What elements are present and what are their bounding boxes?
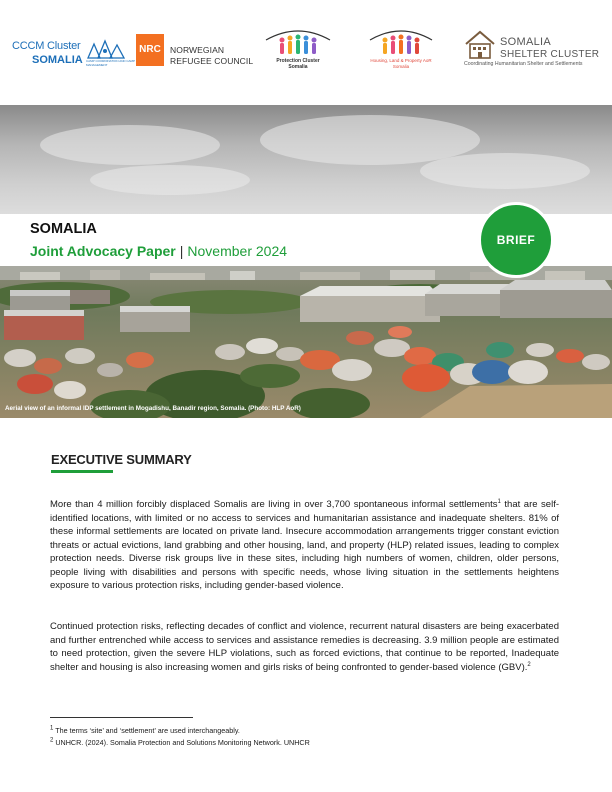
cccm-tents-icon	[86, 38, 126, 60]
photo-caption: Aerial view of an informal IDP settlement in Mogadishu, Banadir region, Somalia. (Photo: HLP AoR)	[5, 405, 301, 412]
heading-underline	[51, 470, 113, 473]
settlement-aerial-illustration	[0, 266, 612, 418]
country-title: SOMALIA	[30, 221, 97, 237]
shelter-logo-country: SOMALIA	[500, 36, 552, 48]
cccm-logo-title: CCCM Cluster	[12, 40, 81, 52]
p1-text-end: that are self-identified locations, with limited or no access to services and humanitarian assistance and inadequate shelters. 81% of these informal settlements are located on private land. Insecure accommodation arrangements trigger constant eviction threats or actual evictions, land grabbing and other housing, land, and property (HLP) related issues, leading to complex protection needs. Diverse risk groups live in these sites, including high numbers of women, children, older persons, people living with disabilities and persons with specific needs, whose living situation in the settlements heightens exposure to various protection risks, including gender-based violence.	[50, 499, 559, 591]
footnote-ref-2[interactable]: 2	[527, 661, 531, 668]
summary-paragraph-1	[50, 498, 559, 593]
hlp-aor-people-icon	[364, 26, 438, 58]
executive-summary-heading: EXECUTIVE SUMMARY	[51, 452, 192, 467]
p1-text-start: More than 4 million forcibly displaced Somalis are living in over 3,700 spontaneous informal settlements	[50, 499, 498, 510]
title-separator: |	[179, 243, 184, 259]
protection-cluster-logo	[262, 26, 334, 70]
cccm-cluster-logo	[12, 36, 136, 70]
nrc-logo	[136, 34, 256, 68]
nrc-logo-line2: REFUGEE COUNCIL	[170, 56, 254, 66]
paper-title: Joint Advocacy Paper	[30, 243, 176, 259]
shelter-house-icon	[464, 30, 496, 60]
brief-badge: BRIEF	[478, 202, 554, 278]
footnote-2-number: 2	[50, 737, 54, 744]
protection-cluster-line1: Protection Cluster	[276, 58, 320, 64]
footnote-ref-1[interactable]: 1	[497, 498, 501, 505]
footnote-divider	[50, 717, 193, 718]
footnote-1-number: 1	[50, 725, 54, 732]
hero-sky-image	[0, 105, 612, 217]
paper-title-line	[30, 243, 287, 259]
protection-cluster-logo-text	[262, 58, 334, 70]
cccm-logo-subtitle: CAMP COORDINATION AND CAMP MANAGEMENT	[86, 59, 136, 67]
cccm-logo-country: SOMALIA	[32, 54, 83, 66]
hlp-aor-logo-text	[364, 58, 438, 69]
p2-text: Continued protection risks, reflecting decades of conflict and violence, recurrent natural disasters are being exacerbated and further entrenched while access to services and assistance remedies is decreasing. 3.9 million people are estimated to need protection, given the severe HLP violations, such as forced evictions, that continue to be reported, Inadequate shelter and housing is also increasing women and girls risks of being confronted to gender-based violence (GBV).	[50, 621, 559, 673]
hlp-aor-logo	[364, 26, 438, 76]
footnote-2-text: UNHCR. (2024). Somalia Protection and Solutions Monitoring Network. UNHCR	[53, 738, 310, 747]
nrc-logo-line1: NORWEGIAN	[170, 45, 225, 55]
shelter-cluster-logo	[464, 30, 606, 72]
nrc-logo-text	[170, 45, 253, 67]
protection-cluster-line2: Somalia	[288, 64, 308, 70]
shelter-logo-name: SHELTER CLUSTER	[500, 49, 600, 60]
partner-logos-bar	[0, 0, 612, 100]
summary-paragraph-2	[50, 620, 559, 674]
shelter-logo-tagline: Coordinating Humanitarian Shelter and Settlements	[464, 61, 583, 67]
footnote-1-text: The terms ‘site’ and ‘settlement’ are used interchangeably.	[53, 726, 240, 735]
hlp-aor-line2: Somalia	[392, 63, 410, 69]
footnote-1	[50, 726, 240, 735]
protection-cluster-people-icon	[262, 26, 334, 58]
hlp-aor-line1: Housing, Land & Property AoR	[370, 58, 432, 63]
nrc-logo-mark: NRC	[136, 34, 164, 66]
footnote-2	[50, 738, 310, 747]
settlement-photo	[0, 266, 612, 418]
paper-date: November 2024	[187, 243, 288, 259]
